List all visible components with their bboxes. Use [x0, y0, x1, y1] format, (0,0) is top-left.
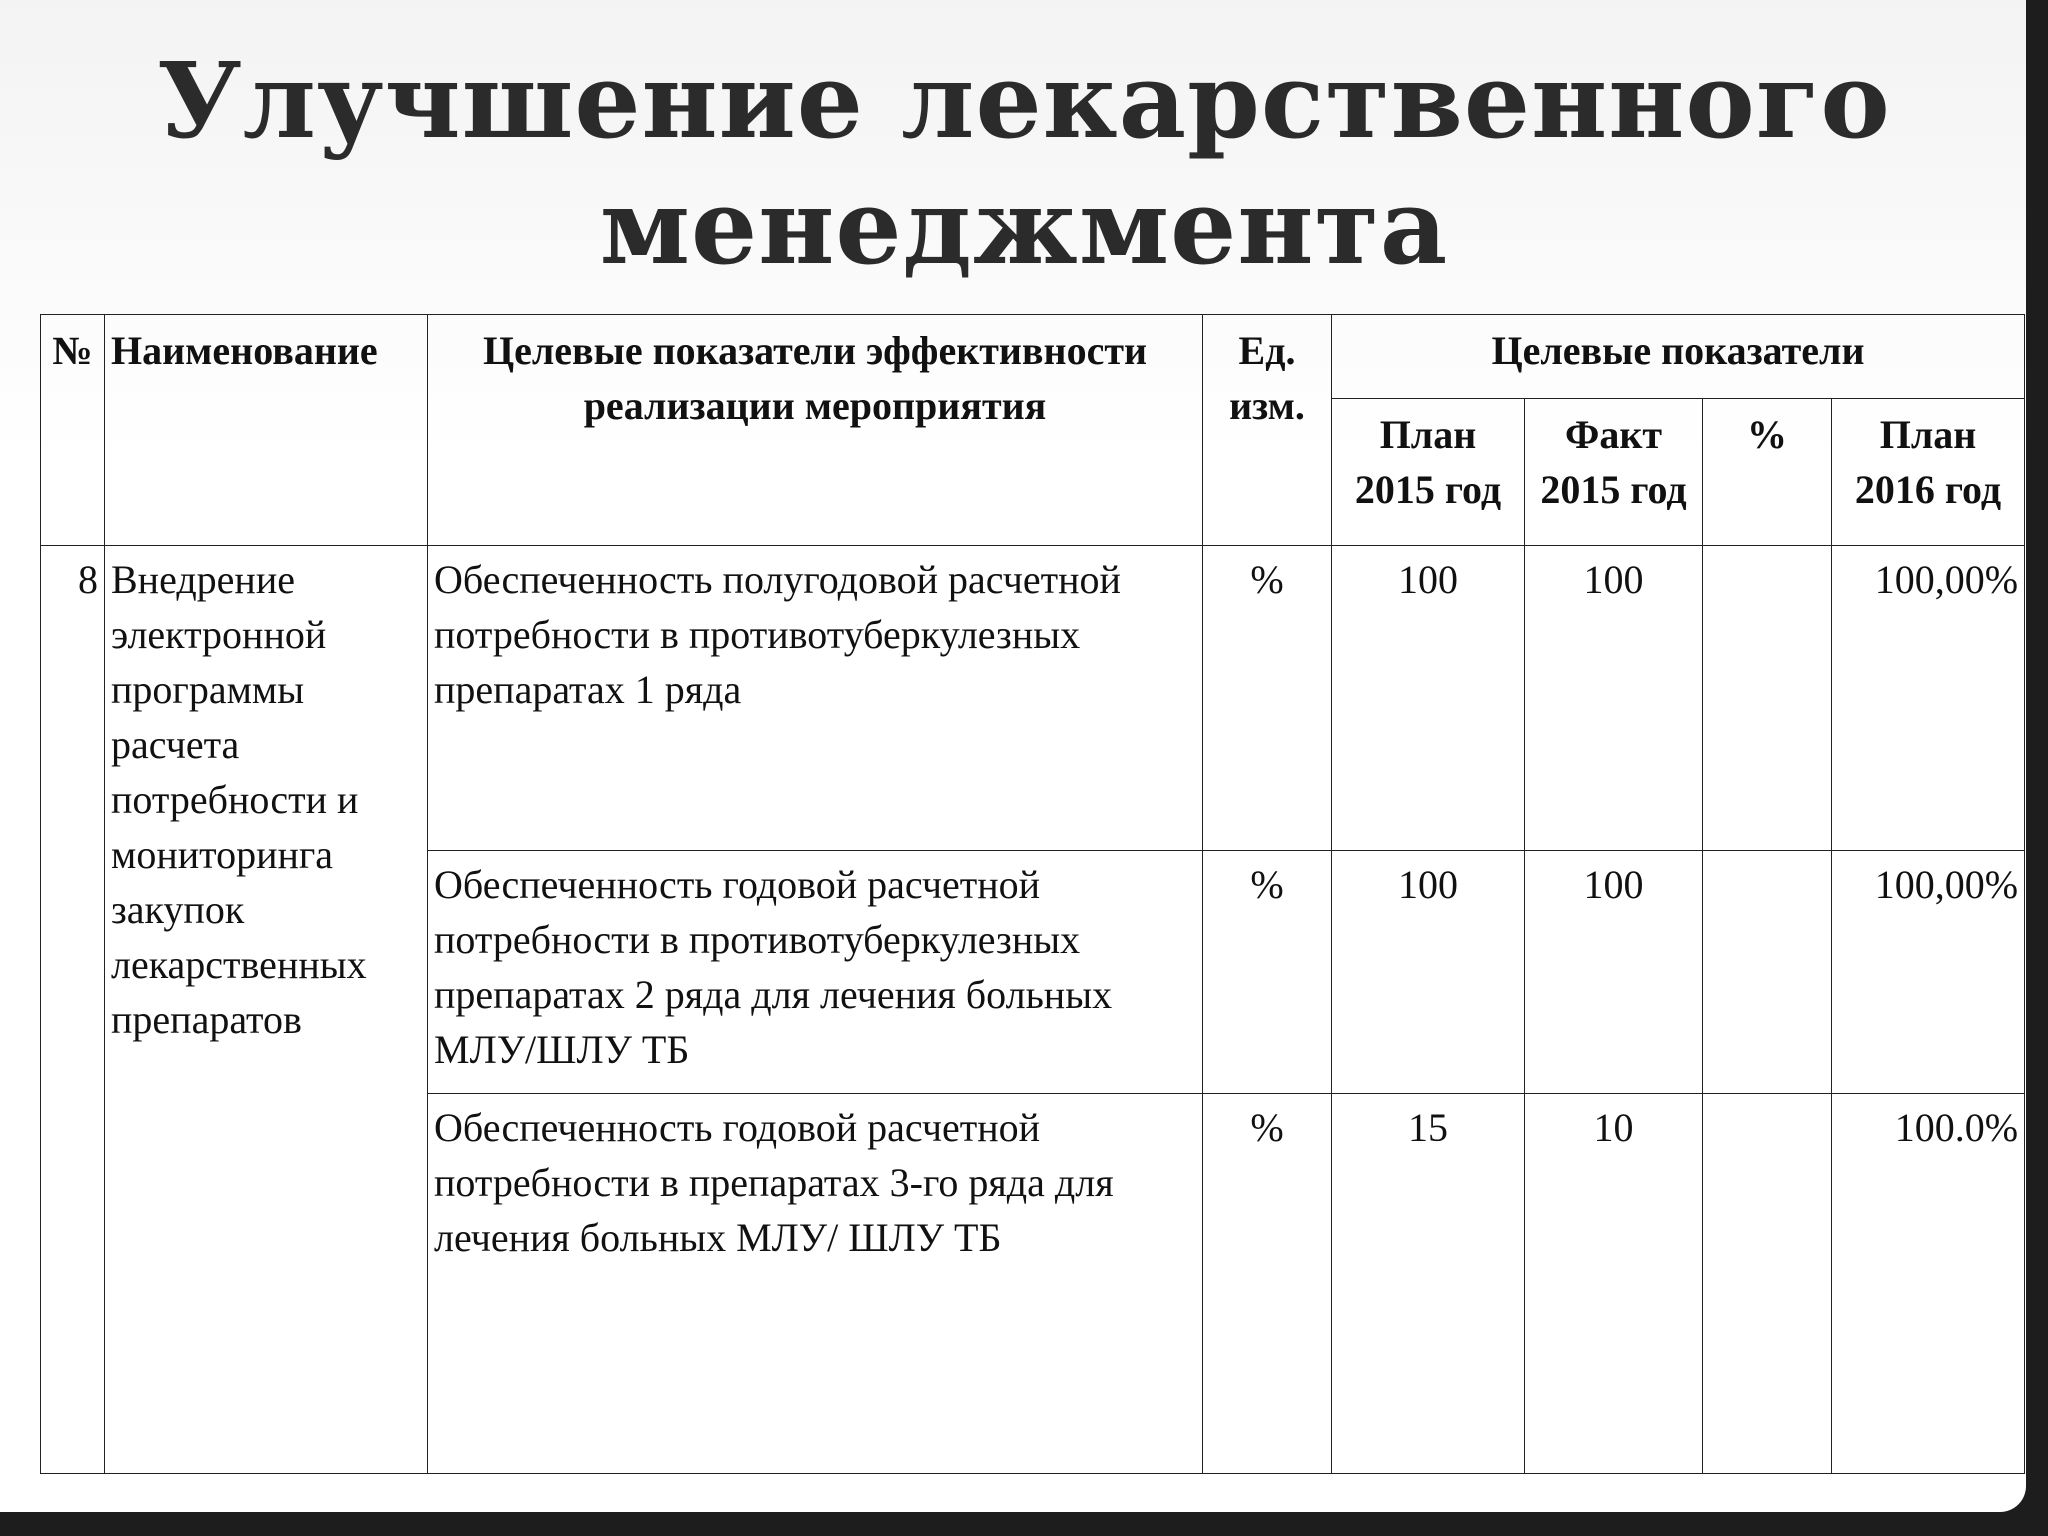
row-percent [1703, 546, 1832, 851]
row-indicator: Обеспеченность годовой расчетной потребности в противотуберкулезных препаратах 2 ряда для лечения больных МЛУ/ШЛУ ТБ [428, 851, 1203, 1094]
header-fact-2015: Факт 2015 год [1525, 399, 1703, 546]
row-fact-2015: 100 [1525, 851, 1703, 1094]
row-plan-2016: 100,00% [1832, 546, 2025, 851]
item-number: 8 [41, 546, 105, 1474]
row-unit: % [1203, 546, 1332, 851]
indicators-table [40, 314, 2025, 1474]
header-plan-2016: План 2016 год [1832, 399, 2025, 546]
row-plan-2015: 100 [1332, 546, 1525, 851]
row-plan-2016: 100.0% [1832, 1094, 2025, 1474]
row-unit: % [1203, 851, 1332, 1094]
header-percent: % [1703, 399, 1832, 546]
header-name: Наименование [105, 315, 428, 546]
row-plan-2015: 100 [1332, 851, 1525, 1094]
title-line-1: Улучшение лекарственного [157, 39, 1891, 162]
row-plan-2015: 15 [1332, 1094, 1525, 1474]
row-fact-2015: 10 [1525, 1094, 1703, 1474]
row-unit: % [1203, 1094, 1332, 1474]
row-indicator: Обеспеченность полугодовой расчетной потребности в противотуберкулезных препаратах 1 ряда [428, 546, 1203, 851]
row-indicator: Обеспеченность годовой расчетной потребности в препаратах 3-го ряда для лечения больных МЛУ/ ШЛУ ТБ [428, 1094, 1203, 1474]
row-plan-2016: 100,00% [1832, 851, 2025, 1094]
title-line-2: менеджмента [599, 165, 1449, 288]
header-target-group: Целевые показатели [1332, 315, 2025, 399]
header-unit: Ед. изм. [1203, 315, 1332, 546]
row-fact-2015: 100 [1525, 546, 1703, 851]
table-row [41, 546, 2025, 851]
item-name: Внедрение электронной программы расчета потребности и мониторинга закупок лекарственных препаратов [105, 546, 428, 1474]
header-indicator: Целевые показатели эффективности реализации мероприятия [428, 315, 1203, 546]
header-num: № [41, 315, 105, 546]
slide-title [0, 38, 2026, 290]
header-plan-2015: План 2015 год [1332, 399, 1525, 546]
header-row-1 [41, 315, 2025, 399]
row-percent [1703, 851, 1832, 1094]
row-percent [1703, 1094, 1832, 1474]
